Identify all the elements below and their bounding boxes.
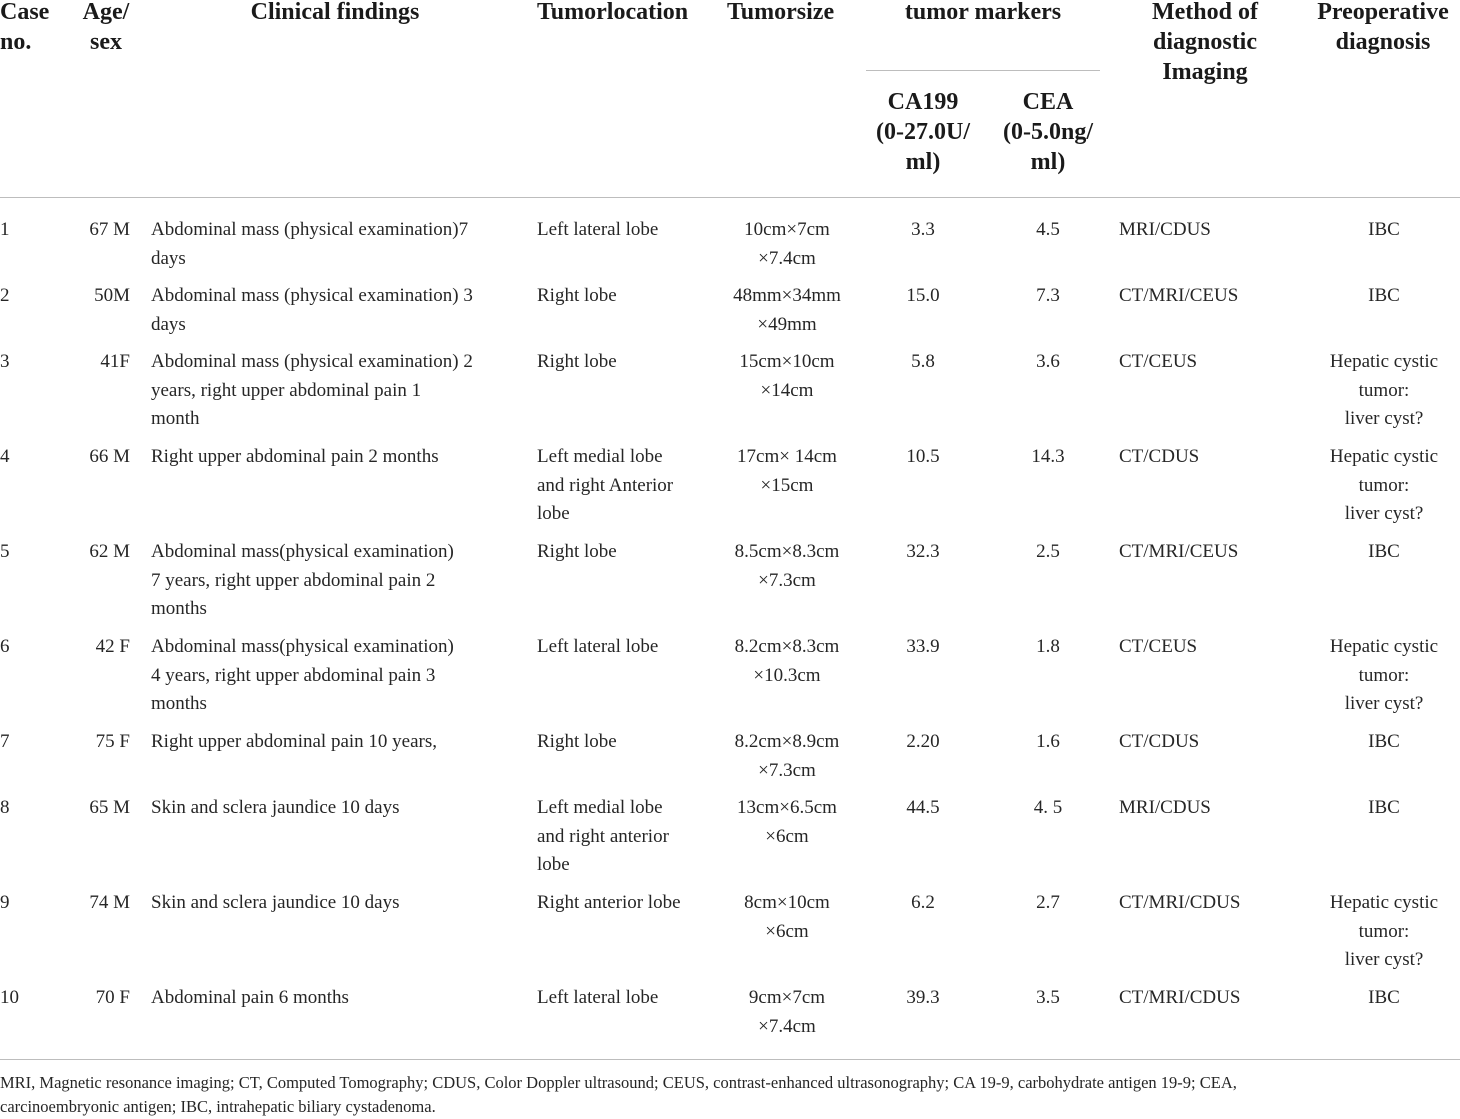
- cell-line: 2.7: [1036, 892, 1060, 913]
- cell-case-no: [0, 348, 60, 377]
- cell-clinical-findings: [151, 216, 531, 273]
- cell-line: Right upper abdominal pain 10 years,: [151, 731, 437, 752]
- cell-line: Right upper abdominal pain 2 months: [151, 446, 439, 467]
- header-line: CEA: [1022, 89, 1074, 115]
- cell-ca199: [866, 348, 980, 377]
- cell-line: ×6cm: [765, 825, 809, 847]
- cell-line: 9cm×7cm: [748, 987, 826, 1008]
- cell-line: 6: [0, 636, 10, 657]
- cell-age-sex: [70, 794, 130, 823]
- tumor-markers-subrule: [866, 70, 1100, 71]
- cell-tumor-location: [537, 348, 722, 377]
- footnote-line: carcinoembryonic antigen; IBC, intrahepatic biliary cystadenoma.: [0, 1097, 436, 1116]
- header-line: Imaging: [1162, 59, 1248, 85]
- header-age-sex: [74, 0, 138, 57]
- cell-line: IBC: [1368, 987, 1400, 1008]
- cell-tumor-location: [537, 633, 722, 662]
- cell-line: CT/CEUS: [1119, 351, 1198, 372]
- table-bottom-rule: [0, 1059, 1460, 1060]
- header-line: CA199: [887, 89, 959, 115]
- cell-line: years, right upper abdominal pain 1: [151, 379, 422, 401]
- cell-line: 65 M: [89, 797, 130, 818]
- cell-line: 8: [0, 797, 10, 818]
- cell-line: IBC: [1368, 797, 1400, 818]
- cell-line: 44.5: [906, 797, 940, 818]
- header-line: tumor markers: [904, 0, 1062, 25]
- header-line: Method of: [1152, 0, 1258, 25]
- cell-method: [1119, 348, 1299, 377]
- cell-line: Right lobe: [537, 285, 617, 306]
- cell-case-no: [0, 538, 60, 567]
- cell-line: ×7.3cm: [758, 759, 816, 781]
- cell-line: 5.8: [911, 351, 935, 372]
- cell-line: 10.5: [906, 446, 940, 467]
- cell-cea: [992, 889, 1104, 918]
- cell-line: 4: [0, 446, 10, 467]
- cell-line: 67 M: [89, 219, 130, 240]
- cell-cea: [992, 633, 1104, 662]
- cell-line: 1: [0, 219, 10, 240]
- cell-line: IBC: [1368, 541, 1400, 562]
- header-line: Tumorsize: [727, 0, 835, 25]
- cell-line: 3.6: [1036, 351, 1060, 372]
- cell-line: Right lobe: [537, 541, 617, 562]
- cell-line: 7: [0, 731, 10, 752]
- cell-line: IBC: [1368, 219, 1400, 240]
- cell-preop-diagnosis: [1306, 282, 1460, 311]
- cell-tumor-size: [712, 633, 862, 690]
- cell-line: Hepatic cystic: [1329, 892, 1439, 913]
- header-line: sex: [90, 29, 122, 55]
- cell-age-sex: [70, 538, 130, 567]
- cell-line: days: [151, 313, 186, 335]
- cell-line: Hepatic cystic: [1329, 636, 1439, 657]
- cell-cea: [992, 216, 1104, 245]
- header-line: diagnosis: [1335, 29, 1431, 55]
- cell-case-no: [0, 794, 60, 823]
- cell-ca199: [866, 216, 980, 245]
- cell-tumor-size: [712, 216, 862, 273]
- header-line: Age/: [82, 0, 130, 25]
- header-tumor-size: [727, 0, 862, 27]
- cell-age-sex: [70, 984, 130, 1013]
- cell-tumor-location: [537, 216, 722, 245]
- cell-line: CT/CEUS: [1119, 636, 1198, 657]
- cell-method: [1119, 282, 1299, 311]
- cell-line: 33.9: [906, 636, 940, 657]
- cell-method: [1119, 216, 1299, 245]
- table-footnote: [0, 1071, 1460, 1119]
- cell-cea: [992, 538, 1104, 567]
- cell-tumor-size: [712, 282, 862, 339]
- cell-preop-diagnosis: [1306, 348, 1460, 434]
- cell-line: 3.5: [1036, 987, 1060, 1008]
- cell-line: Abdominal mass (physical examination) 2: [151, 351, 473, 372]
- cell-line: Skin and sclera jaundice 10 days: [151, 892, 400, 913]
- cell-line: 14.3: [1031, 446, 1065, 467]
- cell-line: Abdominal mass (physical examination)7: [151, 219, 469, 240]
- cell-line: tumor:: [1358, 920, 1410, 942]
- cell-line: 8cm×10cm: [744, 892, 830, 913]
- cell-line: ×49mm: [757, 313, 817, 335]
- cell-tumor-location: [537, 794, 722, 880]
- cell-line: IBC: [1368, 731, 1400, 752]
- cell-line: 1.8: [1036, 636, 1060, 657]
- header-line: (0-5.0ng/: [1003, 119, 1093, 145]
- cell-tumor-size: [712, 538, 862, 595]
- cell-line: 9: [0, 892, 10, 913]
- cell-method: [1119, 984, 1299, 1013]
- cell-line: CT/MRI/CDUS: [1119, 892, 1241, 913]
- cell-line: CT/CDUS: [1119, 446, 1200, 467]
- cell-line: 3: [0, 351, 10, 372]
- cell-line: 7 years, right upper abdominal pain 2: [151, 569, 436, 591]
- cell-tumor-size: [712, 348, 862, 405]
- cell-line: CT/MRI/CEUS: [1119, 285, 1239, 306]
- cell-line: months: [151, 693, 207, 714]
- cell-line: Abdominal mass (physical examination) 3: [151, 285, 473, 306]
- header-line: Case: [0, 0, 50, 25]
- cell-line: MRI/CDUS: [1119, 797, 1211, 818]
- header-clinical-findings: [150, 0, 520, 27]
- cell-case-no: [0, 282, 60, 311]
- header-case-no: [0, 0, 60, 57]
- cell-ca199: [866, 794, 980, 823]
- cell-line: months: [151, 598, 207, 619]
- cell-line: 66 M: [89, 446, 130, 467]
- cell-line: 15cm×10cm: [739, 351, 835, 372]
- cell-line: IBC: [1368, 285, 1400, 306]
- header-tumor-location: [537, 0, 717, 27]
- cell-ca199: [866, 889, 980, 918]
- cell-line: Abdominal pain 6 months: [151, 987, 349, 1008]
- cell-line: 6.2: [911, 892, 935, 913]
- cell-line: tumor:: [1358, 379, 1410, 401]
- cell-tumor-location: [537, 538, 722, 567]
- cell-cea: [992, 282, 1104, 311]
- cell-age-sex: [70, 443, 130, 472]
- cell-ca199: [866, 728, 980, 757]
- cell-clinical-findings: [151, 889, 531, 918]
- header-bottom-rule: [0, 197, 1460, 198]
- cell-line: 70 F: [95, 987, 130, 1008]
- header-line: diagnostic: [1152, 29, 1257, 55]
- header-line: Tumorlocation: [537, 0, 689, 25]
- cell-line: CT/MRI/CEUS: [1119, 541, 1239, 562]
- cell-line: CT/MRI/CDUS: [1119, 987, 1241, 1008]
- cell-case-no: [0, 633, 60, 662]
- cell-line: 7.3: [1036, 285, 1060, 306]
- cell-clinical-findings: [151, 282, 531, 339]
- cell-line: 10: [0, 987, 19, 1008]
- cell-line: ×6cm: [765, 920, 809, 942]
- cell-line: 10cm×7cm: [744, 219, 830, 240]
- cell-preop-diagnosis: [1306, 794, 1460, 823]
- cell-line: Left lateral lobe: [537, 636, 659, 657]
- cell-line: 62 M: [89, 541, 130, 562]
- header-method: [1110, 0, 1300, 87]
- cell-line: month: [151, 408, 200, 429]
- cell-line: 74 M: [89, 892, 130, 913]
- cell-line: ×7.3cm: [758, 569, 816, 591]
- header-line: ml): [905, 149, 941, 175]
- footnote-line: MRI, Magnetic resonance imaging; CT, Computed Tomography; CDUS, Color Doppler ultrasound; CEUS, contrast-enhanced ultrasonography; CA 19-9, carbohydrate antigen 19-9; CEA,: [0, 1073, 1237, 1092]
- cell-line: Left lateral lobe: [537, 219, 659, 240]
- cell-line: ×7.4cm: [758, 1015, 816, 1037]
- cell-line: liver cyst?: [1344, 408, 1424, 429]
- header-cea: [992, 87, 1104, 177]
- cell-line: 48mm×34mm: [733, 285, 841, 306]
- cell-line: 39.3: [906, 987, 940, 1008]
- header-tumor-markers: [866, 0, 1100, 27]
- cell-tumor-location: [537, 984, 722, 1013]
- cell-ca199: [866, 984, 980, 1013]
- cell-tumor-size: [712, 984, 862, 1041]
- cell-method: [1119, 889, 1299, 918]
- cell-line: liver cyst?: [1344, 693, 1424, 714]
- cell-line: Left medial lobe: [537, 446, 663, 467]
- cell-line: and right Anterior: [537, 474, 674, 496]
- cell-line: MRI/CDUS: [1119, 219, 1211, 240]
- cell-ca199: [866, 443, 980, 472]
- cell-case-no: [0, 984, 60, 1013]
- cell-line: ×15cm: [760, 474, 814, 496]
- cell-preop-diagnosis: [1306, 633, 1460, 719]
- cell-age-sex: [70, 633, 130, 662]
- cell-line: 2.5: [1036, 541, 1060, 562]
- cell-clinical-findings: [151, 728, 531, 757]
- cell-line: tumor:: [1358, 664, 1410, 686]
- cell-tumor-size: [712, 728, 862, 785]
- cell-line: 75 F: [95, 731, 130, 752]
- cell-line: 4 years, right upper abdominal pain 3: [151, 664, 436, 686]
- cell-preop-diagnosis: [1306, 216, 1460, 245]
- cell-tumor-location: [537, 889, 722, 918]
- cell-line: Left lateral lobe: [537, 987, 659, 1008]
- cell-clinical-findings: [151, 538, 531, 624]
- cell-line: ×7.4cm: [758, 247, 816, 269]
- cell-tumor-size: [712, 443, 862, 500]
- cell-line: lobe: [537, 854, 570, 875]
- cell-line: 15.0: [906, 285, 940, 306]
- cell-cea: [992, 443, 1104, 472]
- cell-case-no: [0, 889, 60, 918]
- cell-cea: [992, 984, 1104, 1013]
- cell-line: liver cyst?: [1344, 503, 1424, 524]
- cell-method: [1119, 443, 1299, 472]
- cell-method: [1119, 538, 1299, 567]
- header-line: Preoperative: [1317, 0, 1449, 25]
- cell-line: 41F: [100, 351, 130, 372]
- cell-age-sex: [70, 282, 130, 311]
- header-ca199: [866, 87, 980, 177]
- cell-cea: [992, 794, 1104, 823]
- cell-line: 8.2cm×8.3cm: [734, 636, 840, 657]
- cell-clinical-findings: [151, 348, 531, 434]
- header-line: Clinical findings: [250, 0, 420, 25]
- cell-tumor-location: [537, 728, 722, 757]
- cell-tumor-size: [712, 889, 862, 946]
- cell-line: 2.20: [906, 731, 940, 752]
- cell-line: Right lobe: [537, 351, 617, 372]
- cell-line: Skin and sclera jaundice 10 days: [151, 797, 400, 818]
- cell-clinical-findings: [151, 443, 531, 472]
- cell-line: Abdominal mass(physical examination): [151, 541, 454, 562]
- cell-preop-diagnosis: [1306, 443, 1460, 529]
- cell-tumor-size: [712, 794, 862, 851]
- cell-clinical-findings: [151, 794, 531, 823]
- cell-line: 3.3: [911, 219, 935, 240]
- header-line: no.: [0, 29, 32, 55]
- cell-clinical-findings: [151, 633, 531, 719]
- cell-line: liver cyst?: [1344, 949, 1424, 970]
- cell-preop-diagnosis: [1306, 538, 1460, 567]
- cell-clinical-findings: [151, 984, 531, 1013]
- cell-ca199: [866, 633, 980, 662]
- header-line: ml): [1030, 149, 1066, 175]
- cell-line: 5: [0, 541, 10, 562]
- cell-line: 17cm× 14cm: [737, 446, 837, 467]
- cell-case-no: [0, 728, 60, 757]
- cell-age-sex: [70, 348, 130, 377]
- cell-line: Left medial lobe: [537, 797, 663, 818]
- cell-tumor-location: [537, 282, 722, 311]
- cell-line: days: [151, 247, 186, 269]
- cell-ca199: [866, 282, 980, 311]
- cell-line: 4. 5: [1033, 797, 1063, 818]
- cell-line: 2: [0, 285, 10, 306]
- cell-age-sex: [70, 216, 130, 245]
- cell-line: Right lobe: [537, 731, 617, 752]
- cell-tumor-location: [537, 443, 722, 529]
- cell-method: [1119, 728, 1299, 757]
- cell-line: 8.2cm×8.9cm: [734, 731, 840, 752]
- cell-line: and right anterior: [537, 825, 669, 847]
- cell-line: ×10.3cm: [753, 664, 821, 686]
- cell-line: Right anterior lobe: [537, 892, 681, 913]
- cell-line: 32.3: [906, 541, 940, 562]
- cell-line: 13cm×6.5cm: [737, 797, 837, 818]
- cell-line: 1.6: [1036, 731, 1060, 752]
- cell-preop-diagnosis: [1306, 984, 1460, 1013]
- cell-preop-diagnosis: [1306, 889, 1460, 975]
- cell-line: lobe: [537, 503, 570, 524]
- cell-case-no: [0, 443, 60, 472]
- cell-preop-diagnosis: [1306, 728, 1460, 757]
- cell-case-no: [0, 216, 60, 245]
- cell-line: 42 F: [95, 636, 130, 657]
- cell-line: tumor:: [1358, 474, 1410, 496]
- header-line: (0-27.0U/: [876, 119, 970, 145]
- cell-age-sex: [70, 728, 130, 757]
- cell-age-sex: [70, 889, 130, 918]
- cell-line: CT/CDUS: [1119, 731, 1200, 752]
- cell-line: 8.5cm×8.3cm: [734, 541, 840, 562]
- cell-line: 4.5: [1036, 219, 1060, 240]
- cell-line: Hepatic cystic: [1329, 351, 1439, 372]
- header-preop: [1306, 0, 1460, 57]
- cell-method: [1119, 794, 1299, 823]
- cell-line: Hepatic cystic: [1329, 446, 1439, 467]
- cell-line: 50M: [94, 285, 130, 306]
- cell-cea: [992, 728, 1104, 757]
- cell-line: ×14cm: [760, 379, 814, 401]
- cell-cea: [992, 348, 1104, 377]
- cell-ca199: [866, 538, 980, 567]
- cell-method: [1119, 633, 1299, 662]
- cell-line: Abdominal mass(physical examination): [151, 636, 454, 657]
